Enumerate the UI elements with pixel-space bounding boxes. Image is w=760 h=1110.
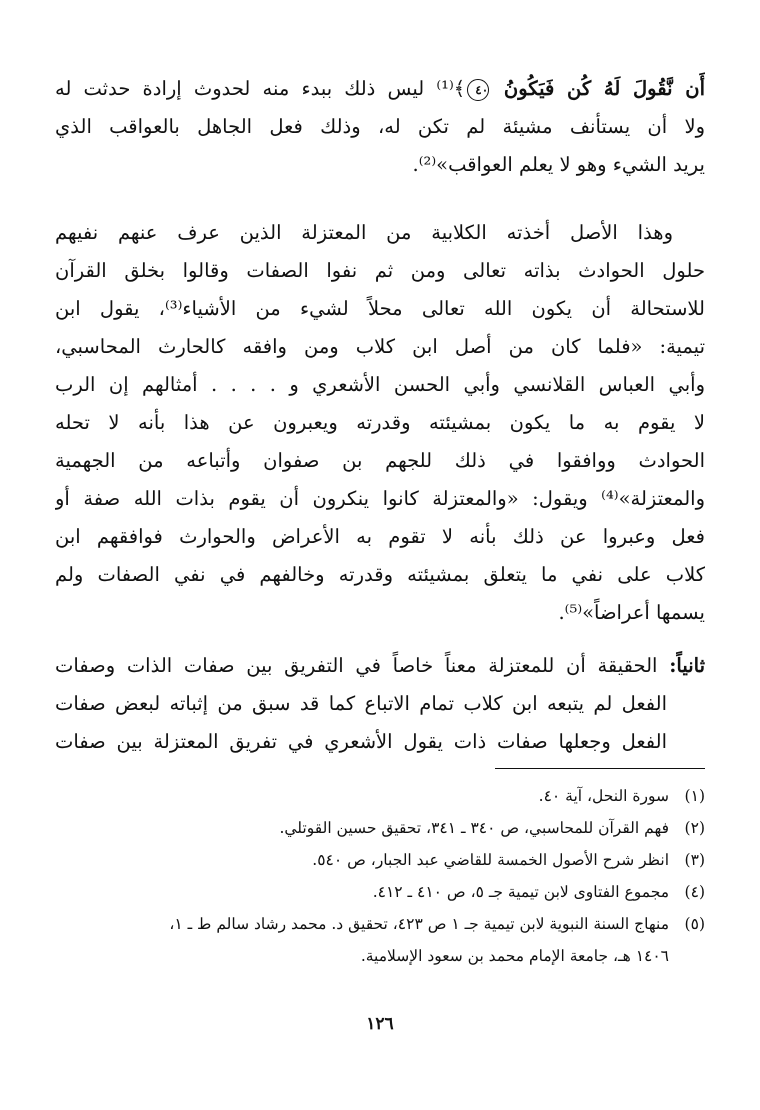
footnote bbox=[55, 908, 705, 940]
paragraph-kullabiyya bbox=[55, 214, 705, 632]
paragraph-line bbox=[55, 70, 705, 108]
footnote-separator bbox=[495, 768, 705, 769]
footnote bbox=[55, 780, 705, 812]
footnote-number: (٢) bbox=[684, 819, 705, 837]
footnotes bbox=[55, 780, 705, 972]
footnote-text: فهم القرآن للمحاسبي، ص ٣٤٠ ـ ٣٤١، تحقيق حسين القوتلي. bbox=[279, 819, 669, 837]
footnote-number: (٤) bbox=[684, 883, 705, 901]
paragraph-line: ولا أن يستأنف مشيئة لم تكن له، وذلك فعل الجاهل بالعواقب الذي bbox=[55, 115, 705, 138]
paragraph-line-text: ﴾⁽¹⁾ ليس ذلك ببدء منه لحدوث إرادة حدثت له bbox=[55, 77, 466, 100]
paragraph-line: للاستحالة أن يكون الله تعالى محلاً لشيء من الأشياء⁽³⁾، يقول ابن bbox=[55, 297, 705, 320]
ayah-number-mark: ٤٠ bbox=[467, 79, 489, 101]
paragraph-line: كلاب على نفي ما يتعلق بمشيئته وقدرته وخالفهم في نفي الصفات ولم bbox=[55, 563, 705, 586]
paragraph-line: الحوادث ووافقوا في ذلك للجهم بن صفوان وأتباعه من الجهمية bbox=[55, 449, 705, 472]
paragraph-line: وهذا الأصل أخذته الكلابية من المعتزلة الذين عرف عنهم نفيهم bbox=[55, 221, 673, 244]
paragraph-line-text: الحقيقة أن للمعتزلة معناً خاصاً في التفريق بين صفات الذات وصفات bbox=[55, 654, 658, 677]
footnote bbox=[55, 812, 705, 844]
quran-verse-text: أَن نَّقُولَ لَهُ كُن فَيَكُونُ bbox=[503, 77, 705, 100]
footnote-number: (١) bbox=[684, 787, 705, 805]
paragraph-line: لا يقوم به ما يكون بمشيئته وقدرته ويعبرون عن هذا بأنه لا تحله bbox=[55, 411, 705, 434]
footnote-continuation: ١٤٠٦ هـ، جامعة الإمام محمد بن سعود الإسلامية. bbox=[360, 947, 669, 965]
footnote bbox=[55, 876, 705, 908]
paragraph-line: حلول الحوادث بذاته تعالى ومن ثم نفوا الصفات وقالوا بخلق القرآن bbox=[55, 259, 705, 282]
paragraph-line: تيمية: «فلما كان من أصل ابن كلاب ومن وافقه كالحارث المحاسبي، bbox=[55, 335, 705, 358]
paragraph-line: يسمها أعراضاً»⁽⁵⁾. bbox=[558, 601, 705, 624]
footnote-number: (٣) bbox=[684, 851, 705, 869]
footnote bbox=[55, 844, 705, 876]
footnote-text: انظر شرح الأصول الخمسة للقاضي عبد الجبار، ص ٥٤٠. bbox=[312, 851, 669, 869]
footnote-text: مجموع الفتاوى لابن تيمية جـ ٥، ص ٤١٠ ـ ٤١٢. bbox=[372, 883, 669, 901]
paragraph-line: والمعتزلة»⁽⁴⁾ ويقول: «والمعتزلة كانوا ينكرون أن يقوم بذات الله صفة أو bbox=[55, 487, 705, 510]
footnote-number: (٥) bbox=[684, 915, 705, 933]
page-number: ١٢٦ bbox=[366, 1014, 394, 1034]
paragraph-line bbox=[55, 647, 705, 685]
paragraph-line: وأبي العباس القلانسي وأبي الحسن الأشعري و . . . . أمثالهم إن الرب bbox=[55, 373, 705, 396]
paragraph-line: يريد الشيء وهو لا يعلم العواقب»⁽²⁾. bbox=[412, 153, 705, 176]
paragraph-line: الفعل وجعلها صفات ذات يقول الأشعري في تفريق المعتزلة بين صفات bbox=[55, 730, 667, 753]
quran-verse bbox=[465, 77, 705, 100]
paragraph-line: فعل وعبروا عن ذلك بأنه لا تقوم به الأعراض والحوارث فوافقهم ابن bbox=[55, 525, 705, 548]
footnote-text: منهاج السنة النبوية لابن تيمية جـ ١ ص ٤٢٣، تحقيق د. محمد رشاد سالم ط ـ ١، bbox=[169, 915, 669, 933]
paragraph-quran-quote bbox=[55, 70, 705, 184]
footnote-text: سورة النحل، آية ٤٠. bbox=[538, 787, 669, 805]
paragraph-secondly bbox=[55, 647, 705, 761]
paragraph-line: الفعل لم يتبعه ابن كلاب تمام الاتباع كما قد سبق من إثباته لبعض صفات bbox=[55, 692, 667, 715]
section-lead: ثانياً: bbox=[669, 654, 705, 677]
